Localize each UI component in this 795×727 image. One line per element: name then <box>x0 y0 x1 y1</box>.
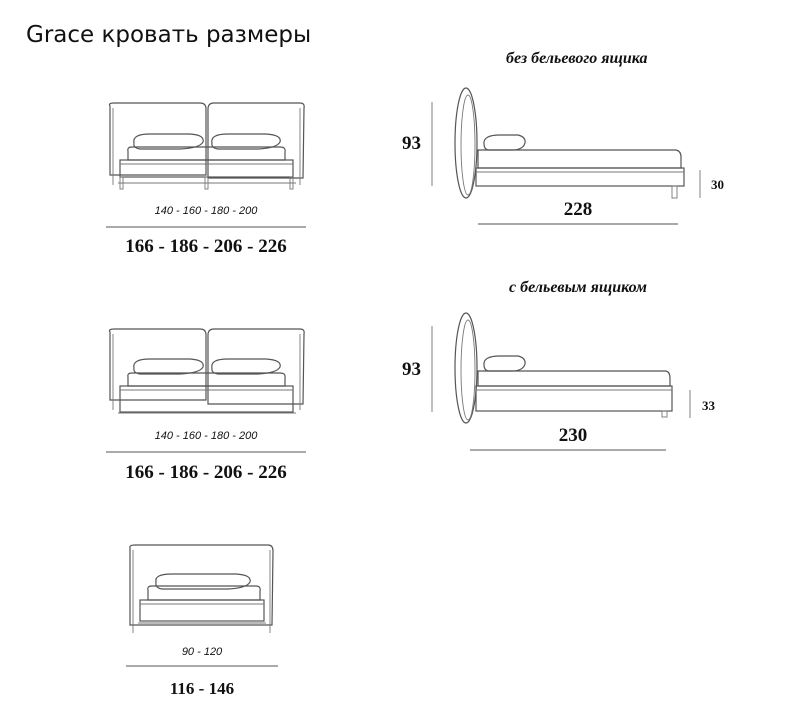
leg-height-value: 30 <box>711 177 724 192</box>
leg-height-value: 33 <box>702 398 715 413</box>
length-value: 228 <box>563 199 593 220</box>
height-value: 93 <box>402 359 421 380</box>
inner-dimensions: 140 - 160 - 180 - 200 <box>154 430 258 442</box>
side-view-caption: без бельевого ящика <box>506 50 648 67</box>
outer-dimensions: 166 - 186 - 206 - 226 <box>125 462 287 483</box>
inner-dimensions: 90 - 120 <box>181 646 223 658</box>
length-value: 230 <box>558 425 588 446</box>
height-value: 93 <box>402 133 421 154</box>
outer-dimensions: 166 - 186 - 206 - 226 <box>125 236 287 257</box>
side-view-caption: с бельевым ящиком <box>509 279 647 296</box>
outer-dimensions: 116 - 146 <box>169 679 235 698</box>
inner-dimensions: 140 - 160 - 180 - 200 <box>154 205 258 217</box>
page-title: Grace кровать размеры <box>26 22 312 48</box>
